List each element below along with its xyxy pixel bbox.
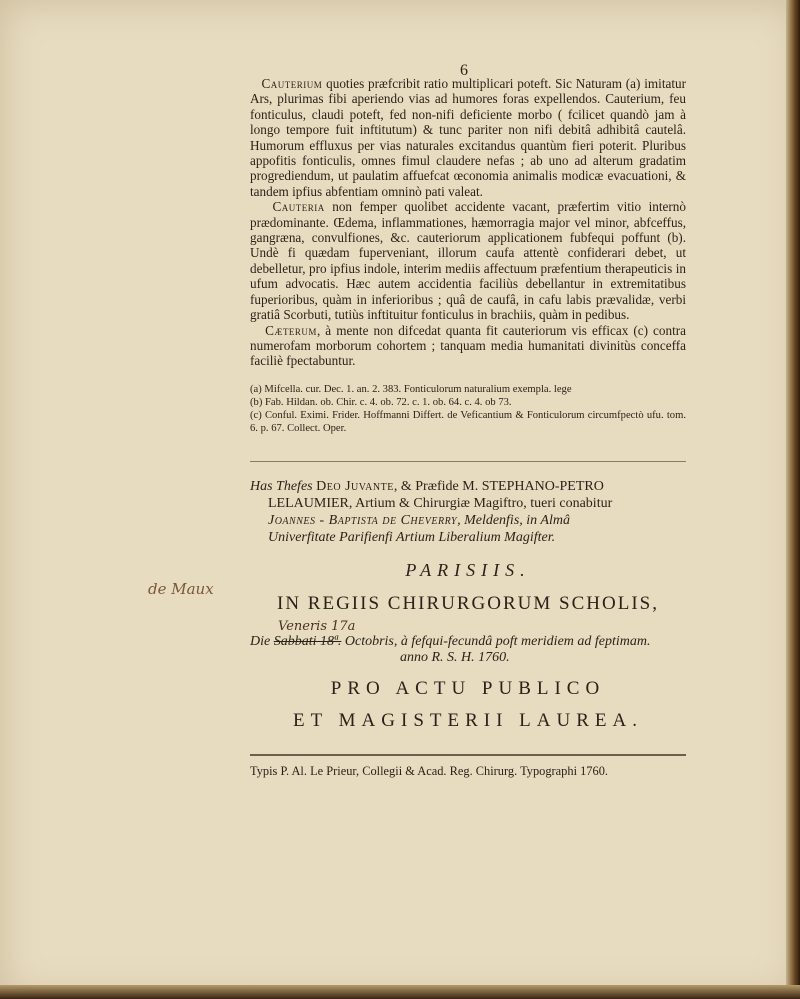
theses-line-4: Univerfitate Parifienfi Artium Liberalium Magifter.	[268, 529, 556, 545]
section-divider	[250, 461, 686, 462]
year-line: anno R. S. H. 1760.	[400, 649, 510, 665]
pro-actu-heading: PRO ACTU PUBLICO	[330, 677, 606, 699]
theses-block	[250, 478, 686, 546]
theses-line-3: Joannes - Baptista de Cheverry, Meldenfis, in Almâ	[268, 512, 570, 528]
paragraph-text: quoties præfcribit ratio multiplicari poteft. Sic Naturam (a) imitatur Ars, plurimas fibi aperiendo vias ad humores foras expellendos. Cauterium, feu fonticulus, claudi poteft, fed non-nifi deficiente morbo ( fcilicet quandò jam à longo tempore fuit inftitutum) & tunc pariter non nifi debitâ adhibitâ cautelâ. Humorum effluxus per vias naturales excitandus quantùm fieri poterit. Pluribus appofitis fonticulis, omnes fimul claudere nefas ; ab uno ad alterum gradatim progrediendum, ut paulatim affuefcat œconomia animalis modicæ evacuationi, & tandem ipfius abfentiam omninò pati valeat.	[250, 76, 686, 199]
page-content	[250, 60, 686, 779]
paragraph-lead: Cauterium	[261, 76, 323, 91]
book-bottom-edge	[0, 985, 800, 999]
paragraph-text: , à mente non difcedat quanta fit cauteriorum vis efficax (c) contra numerofam morborum cohortem ; tanquam media humanitati divinitùs conceffa faciliè fpectabuntur.	[250, 322, 686, 369]
footnotes	[250, 383, 686, 435]
paragraph-cauteria	[250, 199, 686, 322]
page-number: 6	[460, 62, 468, 79]
schools-heading: IN REGIIS CHIRURGORUM SCHOLIS,	[277, 592, 659, 614]
paragraph-text: non femper quolibet accidente vacant, præfertim vitio internò prædominante. Œdema, inflammationes, hæmorragia major vel minor, abfceffus, gangræna, convulfiones, &c. cauteriorum applicationem fubfequi poffunt (b). Undè fi quædam fuperveniant, illorum caufa attentè confiderari debet, ut debelletur, pro ipfius indole, interim mediis affectuum præfentium therapeuticis in ufum advocatis. Hæc autem accidentia faciliùs debellantur in extremitatibus fuperioribus, quàm in inferioribus ; quâ de caufâ, in cafu labis prævalidæ, verbi gratiâ Scorbuti, tutiùs inftituitur fonticulus in brachiis, quàm in pedibus.	[250, 199, 686, 323]
paragraph-lead: Cæterum	[265, 322, 317, 338]
imprint-divider	[250, 754, 686, 756]
magisterii-heading: ET MAGISTERII LAUREA.	[293, 709, 643, 731]
book-spine-edge	[786, 0, 800, 999]
footnote-a: (a) Mifcella. cur. Dec. 1. an. 2. 383. Fonticulorum naturalium exempla. lege	[250, 383, 572, 395]
margin-handwritten-note: de Maux	[148, 580, 214, 598]
paragraph-lead: Cauteria	[272, 199, 325, 215]
date-line: Die Sabbati 18ª. Octobris, à fefqui-fecundâ poft meridiem ad feptimam.	[250, 633, 651, 649]
theses-line-1: Has Thefes Deo Juvante, & Præfide M. STEPHANO-PETRO	[250, 478, 604, 494]
footnote-b: (b) Fab. Hildan. ob. Chir. c. 4. ob. 72. c. 1. ob. 64. c. 4. ob 73.	[250, 396, 512, 408]
theses-line-2: LELAUMIER, Artium & Chirurgiæ Magiftro, tueri conabitur	[268, 495, 613, 511]
struck-date: Sabbati 18ª.	[273, 633, 342, 649]
city-heading: PARISIIS.	[405, 559, 531, 580]
printer-imprint: Typis P. Al. Le Prieur, Collegii & Acad. Reg. Chirurg. Typographi 1760.	[250, 763, 608, 778]
paragraph-caeterum	[250, 323, 686, 369]
paragraph-cauterium	[250, 76, 686, 199]
footnote-c: (c) Conful. Eximi. Frider. Hoffmanni Differt. de Veficantium & Fonticulorum circumfpectò ufu. tom. 6. p. 67. Collect. Oper.	[250, 409, 686, 434]
handwritten-date: Veneris 17a	[278, 618, 356, 634]
